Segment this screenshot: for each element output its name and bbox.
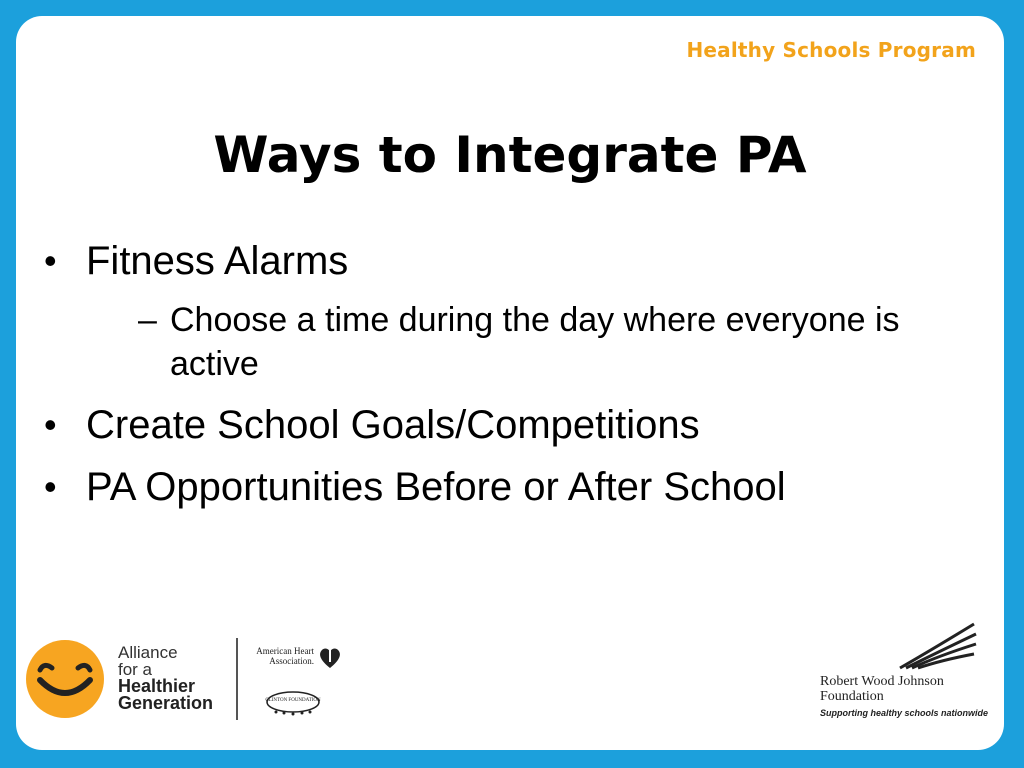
rwj-wing-icon [898,622,978,672]
bullet-dot: • [44,404,57,445]
alliance-text [118,644,213,712]
bullet-item [44,402,964,448]
bullet-dot: • [44,466,57,507]
rwj-line2: Foundation [820,689,884,704]
bullet-text: Fitness Alarms [86,239,349,283]
bullet-item [44,238,964,386]
alliance-line3: Healthier [118,676,196,696]
rwj-name [820,674,944,704]
clinton-text: CLINTON FOUNDATION [265,698,321,703]
alliance-line2: for a [118,660,153,679]
alliance-line1: Alliance [118,643,178,662]
bullet-list [44,238,964,526]
rwj-logo [820,622,989,732]
brand-logo-text: Healthy Schools Program [686,38,976,62]
alliance-logo [26,640,246,720]
clinton-foundation-logo [262,688,324,716]
bullet-text: Create School Goals/Competitions [86,403,700,447]
smiley-face-icon [26,640,104,718]
bullet-item [44,464,964,510]
heart-torch-icon [318,644,342,670]
aha-line1: American Heart [256,646,314,656]
rwj-tagline: Supporting healthy schools nationwide [820,708,989,718]
page-title: Ways to Integrate PA [213,126,807,184]
aha-line2: Association. [269,656,314,666]
aha-logo-text [250,646,314,666]
bullet-text: PA Opportunities Before or After School [86,465,786,509]
footer-divider [236,638,238,720]
sub-bullet-item [86,298,964,386]
sub-bullet-dash: – [138,301,157,339]
bullet-dot: • [44,240,57,281]
rwj-line1: Robert Wood Johnson [820,674,944,689]
alliance-line4: Generation [118,693,214,713]
sub-bullet-text: Choose a time during the day where everyone is active [170,301,900,383]
